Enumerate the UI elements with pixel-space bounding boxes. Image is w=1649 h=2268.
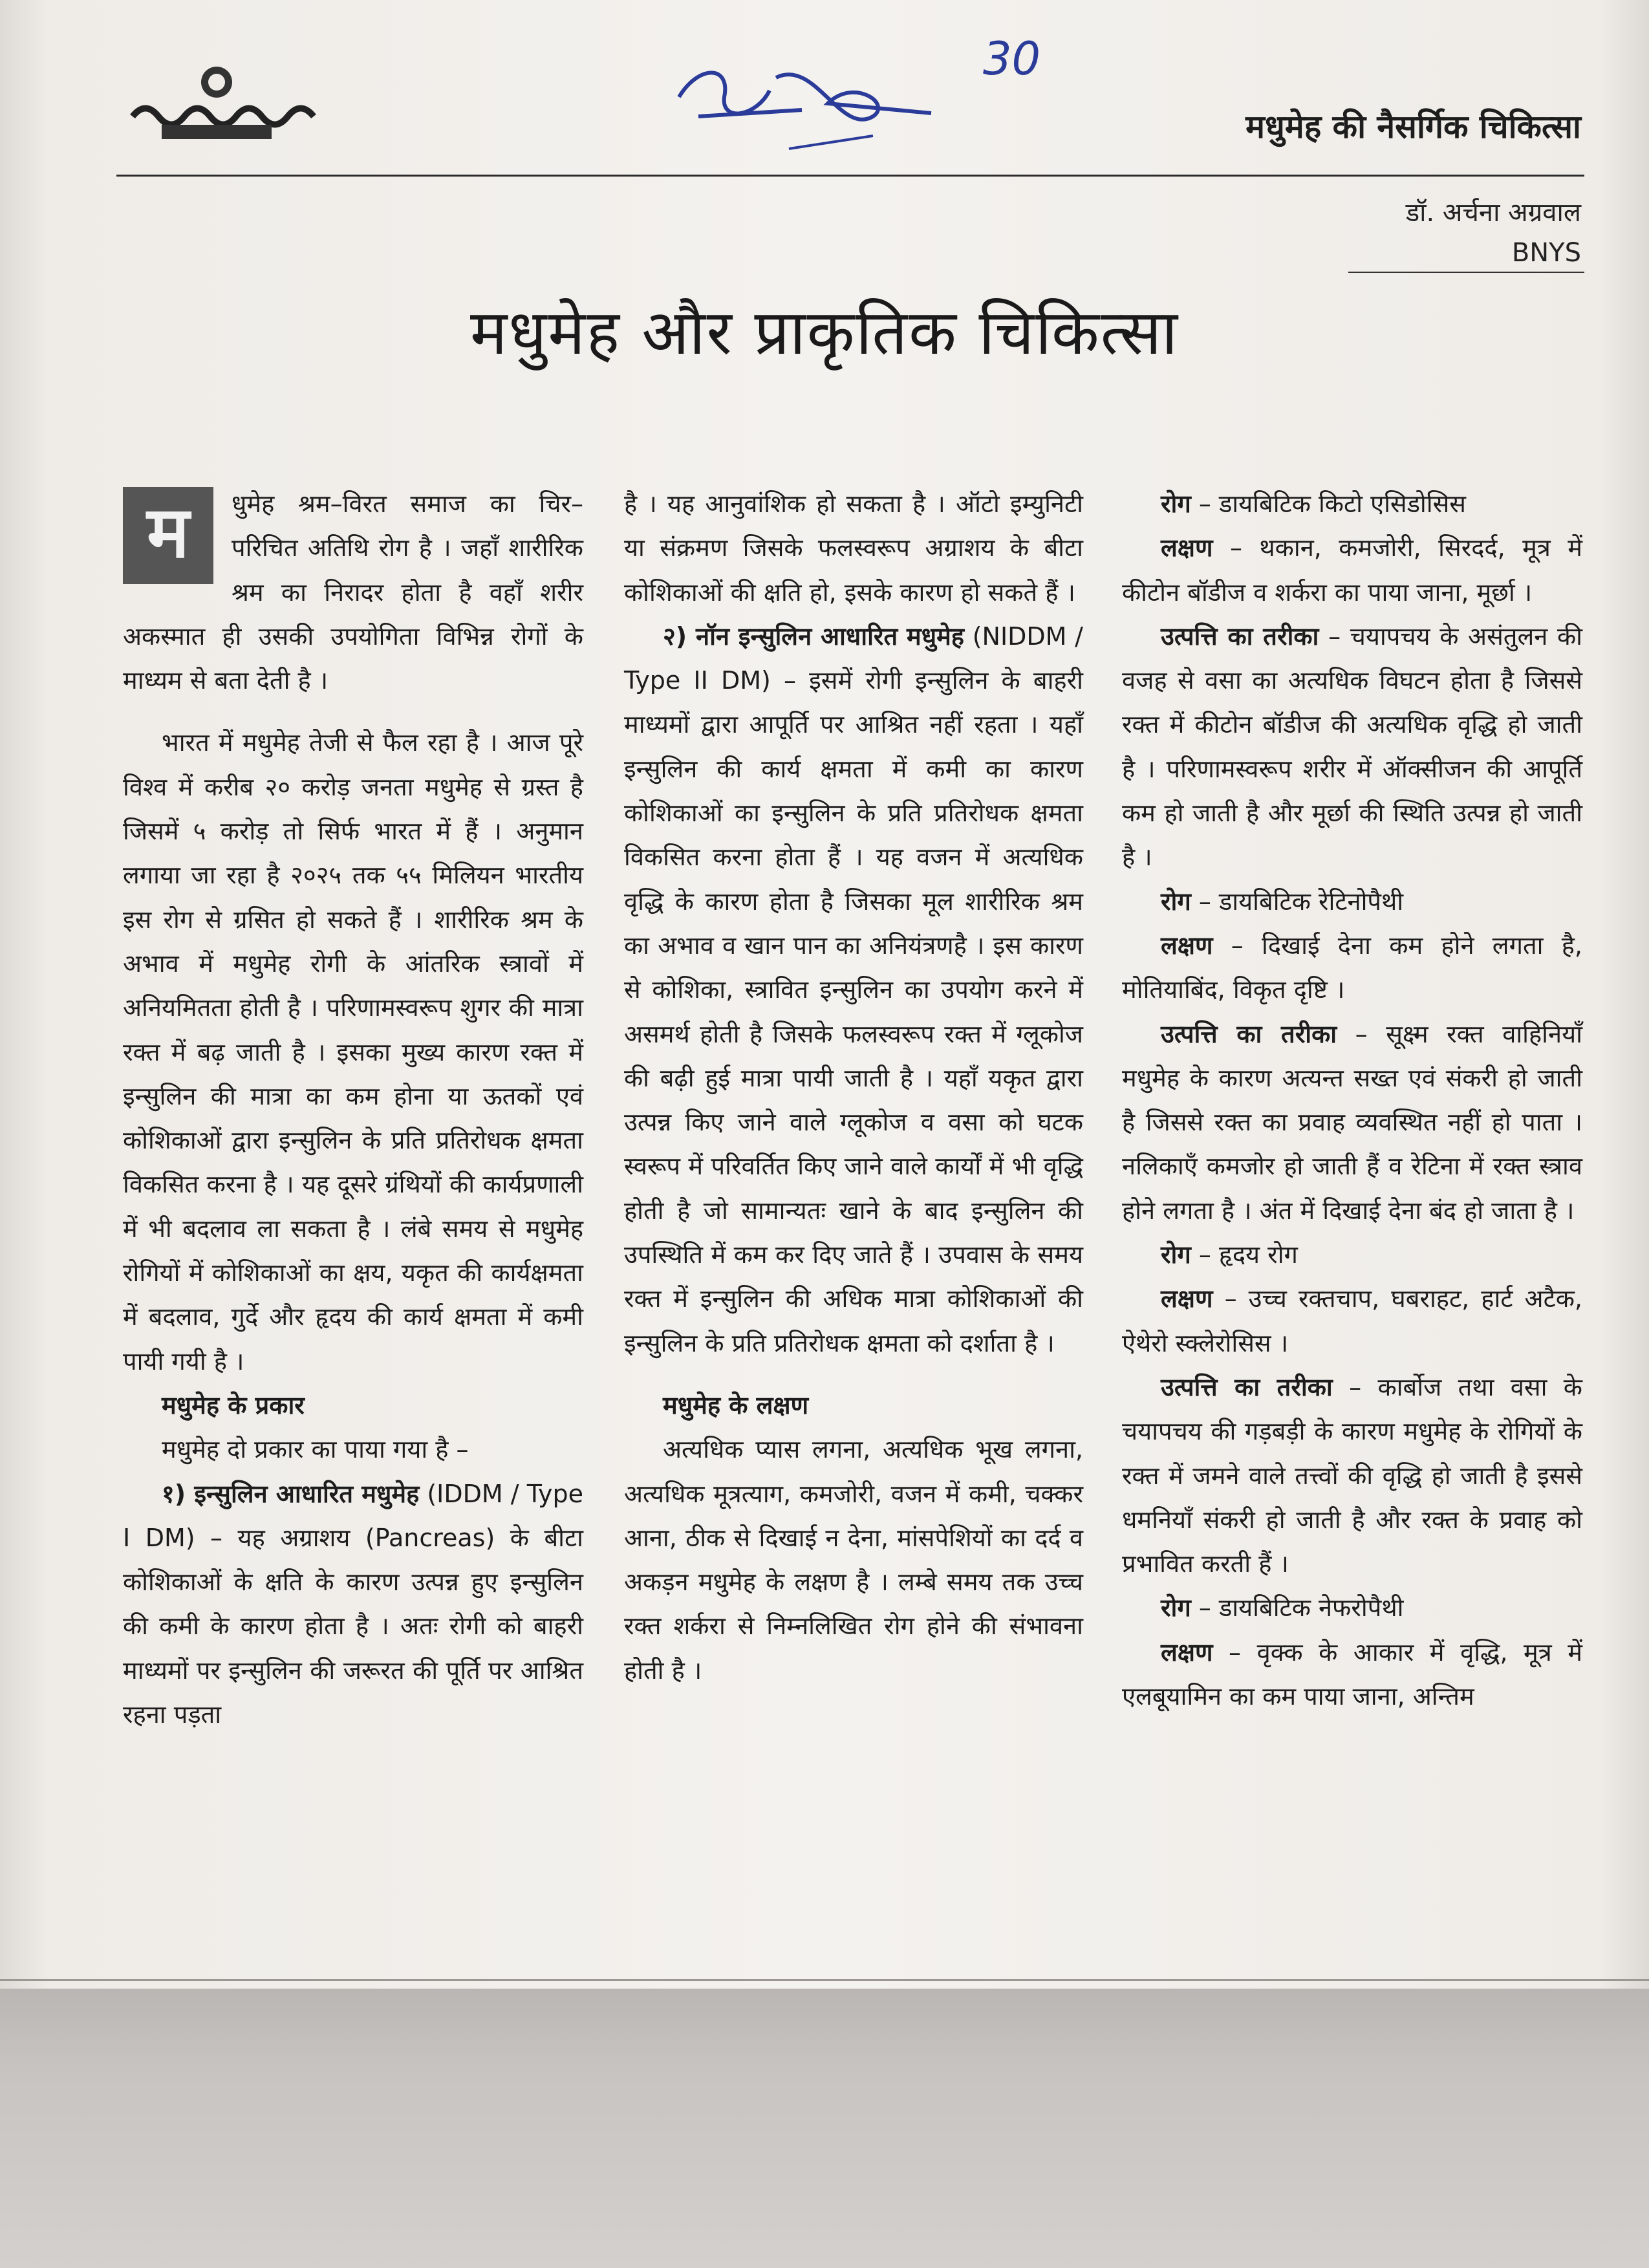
disease-1-cause: उत्पत्ति का तरीका – चयापचय के असंतुलन की वजह से वसा का अत्यधिक विघटन होता है जिससे रक्त में कीटोन बॉडीज की अत्यधिक वृद्धि हो जाती है । परिणामस्वरूप शरीर में ऑक्सीजन की आपूर्ति कम हो जाती है और मूर्छा की स्थिति उत्पन्न हो जाती है । (1122, 621, 1582, 872)
disease-2-cause: उत्पत्ति का तरीका – सूक्ष्म रक्त वाहिनियाँ मधुमेह के कारण अत्यन्त सख्त एवं संकरी हो जाती है जिससे रक्त का प्रवाह व्यवस्थित नहीं हो पाता । नलिकाएँ कमजोर हो जाती हैं व रेटिना में रक्त स्त्राव होने लगता है । अंत में दिखाई देना बंद हो जाता है । (1122, 1019, 1582, 1225)
type2-text: (NIDDM / Type II DM) – इसमें रोगी इन्सुलिन के बाहरी माध्यमों द्वारा आपूर्ति पर आश्रित नहीं रहता । यहाँ इन्सुलिन की कार्य क्षमता में कमी का कारण कोशिकाओं का इन्सुलिन के प्रति प्रतिरोधक क्षमता विकसित करना होता हैं । यह वजन में अत्यधिक वृद्धि के कारण होता है जिसका मूल शारीरिक श्रम का अभाव व खान पान का अनियंत्रणहै । इस कारण से कोशिका, स्त्रावित इन्सुलिन का उपयोग करने में असमर्थ होती है जिसके फलस्वरूप रक्त में ग्लूकोज की बढ़ी हुई मात्रा पायी जाती है । यहाँ यकृत द्वारा उत्पन्न किए जाने वाले ग्लूकोज व वसा को घटक स्वरूप में परिवर्तित किए जाने वाले कार्यों में भी वृद्धि होती है जो सामान्यतः खाने के बाद इन्सुलिन की उपस्थिति में कम कर दिए जाते हैं । उपवास के समय रक्त में इन्सुलिन की अधिक मात्रा कोशिकाओं की इन्सुलिन के प्रति प्रतिरोधक क्षमता को दर्शाता है । (624, 621, 1083, 1357)
article-column-2 (624, 482, 1083, 1692)
article-column-3 (1122, 482, 1582, 1718)
disease-2-symptoms: लक्षण – दिखाई देना कम होने लगता है, मोतियाबिंद, विकृत दृष्टि । (1122, 931, 1582, 1004)
paragraph: अत्यधिक प्यास लगना, अत्यधिक भूख लगना, अत्यधिक मूत्रत्याग, कमजोरी, वजन में कमी, चक्कर आना, ठीक से दिखाई न देना, मांसपेशियों का दर्द व अकड़न मधुमेह के लक्षण है । लम्बे समय तक उच्च रक्त शर्करा से निम्नलिखित रोग होने की संभावना होती है । (624, 1435, 1083, 1685)
paragraph: है । यह आनुवांशिक हो सकता है । ऑटो इम्युनिटी या संक्रमण जिसके फलस्वरूप अग्राशय के बीटा कोशिकाओं की क्षति हो, इसके कारण हो सकते हैं । (624, 490, 1083, 607)
author-divider (1348, 272, 1584, 273)
header-divider (116, 175, 1584, 177)
disease-3-symptoms: लक्षण – उच्च रक्तचाप, घबराहट, हार्ट अटैक, ऐथेरो स्क्लेरोसिस । (1122, 1284, 1582, 1357)
paragraph (123, 482, 583, 702)
subheading-symptoms: मधुमेह के लक्षण (663, 1390, 809, 1420)
article-title: मधुमेह और प्राकृतिक चिकित्सा (469, 296, 1179, 369)
type1-label: १) इन्सुलिन आधारित मधुमेह (162, 1479, 420, 1508)
disease-1-symptoms: लक्षण – थकान, कमजोरी, सिरदर्द, मूत्र में कीटोन बॉडीज व शर्करा का पाया जाना, मूर्छा । (1122, 534, 1582, 607)
disease-4-symptoms: लक्षण – वृक्क के आकार में वृद्धि, मूत्र में एलबूयामिन का कम पाया जाना, अन्तिम (1122, 1637, 1582, 1711)
page-edge (0, 1979, 1649, 1981)
article-column-1 (123, 482, 583, 1736)
disease-4-name: रोग – डायबिटिक नेफरोपैथी (1161, 1593, 1404, 1623)
disease-3-name: रोग – हृदय रोग (1161, 1240, 1298, 1269)
author-block (1406, 193, 1581, 273)
section-header-title: मधुमेह की नैसर्गिक चिकित्सा (1245, 108, 1581, 146)
handwritten-signature (660, 39, 1112, 168)
type2-label: २) नॉन इन्सुलिन आधारित मधुमेह (663, 621, 964, 651)
disease-1-name: रोग – डायबिटिक किटो एसिडोसिस (1161, 490, 1466, 518)
subheading-types: मधुमेह के प्रकार (162, 1390, 305, 1420)
paragraph (123, 1472, 583, 1737)
paragraph: भारत में मधुमेह तेजी से फैल रहा है । आज पूरे विश्व में करीब २० करोड़ जनता मधुमेह से ग्रस्त है जिसमें ५ करोड़ तो सिर्फ भारत में हैं । अनुमान लगाया जा रहा है २०२५ तक ५५ मिलियन भारतीय इस रोग से ग्रसित हो सकते हैं । शारीरिक श्रम के अभाव में मधुमेह रोगी के आंतरिक स्त्रावों में अनियमितता होती है । परिणामस्वरूप शुगर की मात्रा रक्त में बढ़ जाती है । इसका मुख्य कारण रक्त में इन्सुलिन की मात्रा का कम होना या ऊतकों एवं कोशिकाओं द्वारा इन्सुलिन के प्रति प्रतिरोधक क्षमता विकसित करना है । यह दूसरे ग्रंथियों की कार्यप्रणाली में भी बदलाव ला सकता है । लंबे समय से मधुमेह रोगियों में कोशिकाओं का क्षय, यकृत की कार्यक्षमता में बदलाव, गुर्दे और हृदय की कार्य क्षमता में कमी पायी गयी है । (123, 728, 583, 1376)
disease-2-name: रोग – डायबिटिक रेटिनोपैथी (1161, 887, 1404, 916)
disease-3-cause: उत्पत्ति का तरीका – कार्बोज तथा वसा के चयापचय की गड़बड़ी के कारण मधुमेह के रोगियों के रक्त में जमने वाले तत्त्वों की वृद्धि हो जाती है इससे धमनियाँ संकरी हो जाती है और रक्त के प्रवाह को प्रभावित करती हैं । (1122, 1372, 1582, 1579)
paragraph (624, 614, 1083, 1365)
drop-cap: म (123, 487, 213, 584)
author-degree: BNYS (1511, 238, 1581, 268)
magazine-logo-icon (126, 61, 333, 146)
paragraph: मधुमेह दो प्रकार का पाया गया है – (162, 1435, 469, 1464)
paragraph-text: धुमेह श्रम–विरत समाज का चिर–परिचित अतिथि रोग है । जहाँ शारीरिक श्रम का निरादर होता है वहाँ शरीर अकस्मात ही उसकी उपयोगिता विभिन्न रोगों के माध्यम से बता देती है । (123, 490, 583, 695)
handwritten-note: 30 (983, 32, 1041, 85)
type1-text: (IDDM / Type I DM) – यह अग्राशय (Pancreas) के बीटा कोशिकाओं के क्षति के कारण उत्पन्न हुए इन्सुलिन की कमी के कारण होता है । अतः रोगी को बाहरी माध्यमों पर इन्सुलिन की जरूरत की पूर्ति पर आश्रित रहना पड़ता (123, 1479, 583, 1729)
author-name: डॉ. अर्चना अग्रवाल (1405, 198, 1581, 228)
scanner-background (0, 1989, 1649, 2268)
